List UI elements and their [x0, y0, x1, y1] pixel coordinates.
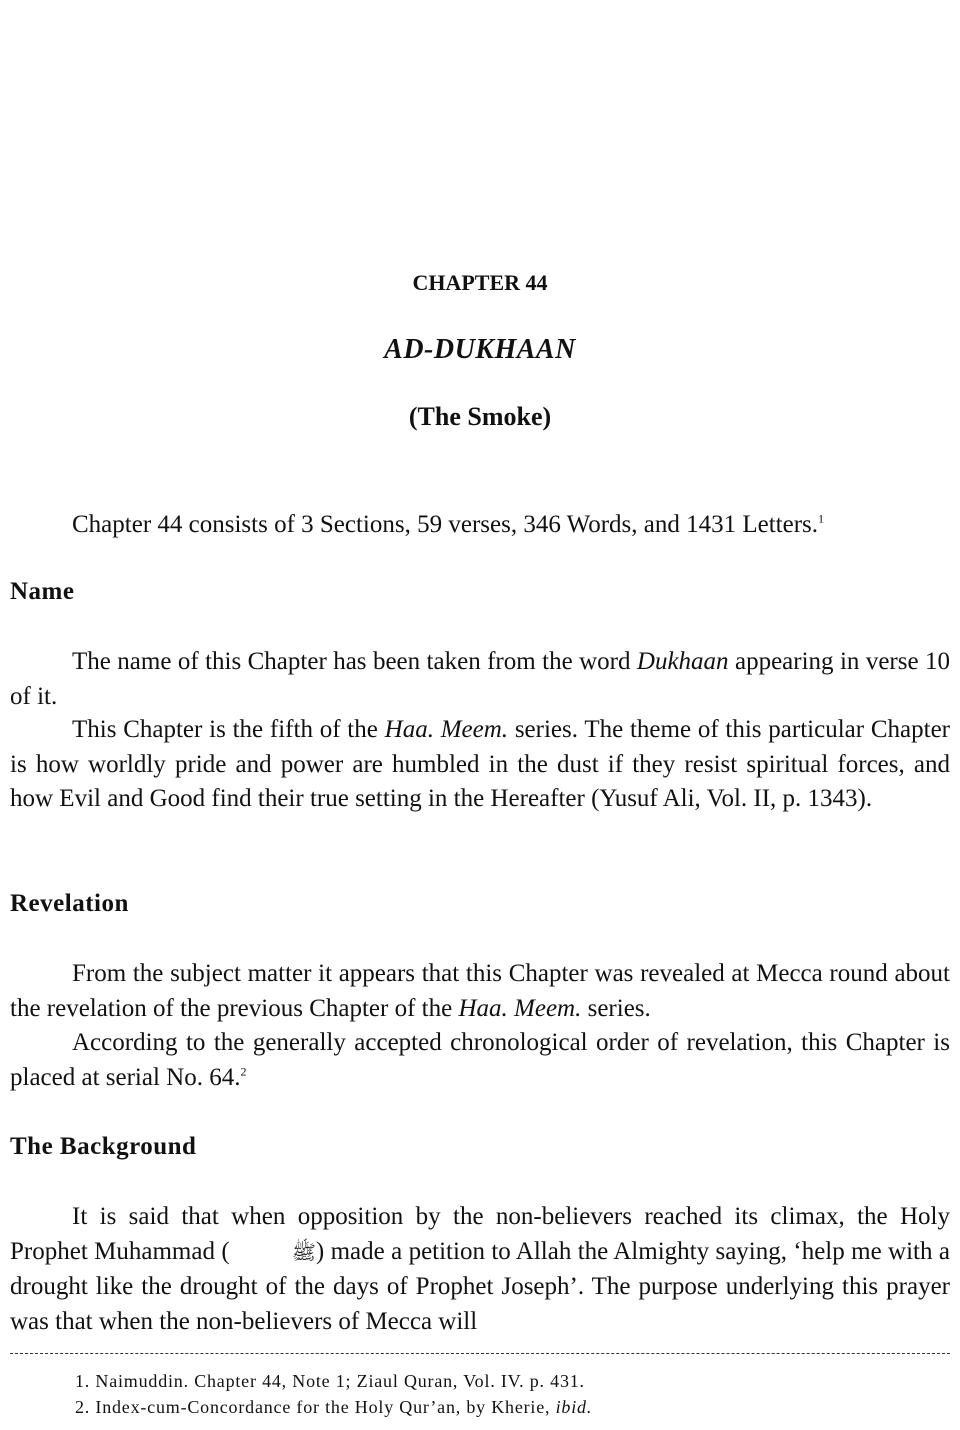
- revelation-p2-text: According to the generally accepted chronological order of revelation, this Chapter is placed at serial No. 64.: [10, 1029, 950, 1091]
- chapter-title: AD-DUKHAAN: [384, 334, 576, 365]
- pbuh-symbol-icon: ﷺ: [291, 1241, 316, 1264]
- name-p1-text-b: appearing in verse 10 of it.: [10, 648, 950, 710]
- name-p1-emphasis: Dukhaan: [636, 648, 729, 675]
- footnote-2-emphasis: ibid.: [555, 1397, 593, 1417]
- name-p2-emphasis: Haa. Meem.: [384, 716, 509, 743]
- footnote-ref-1: 1: [818, 511, 825, 526]
- footnote-2-text: 2. Index-cum-Concordance for the Holy Qur’an, by Kherie,: [75, 1397, 556, 1417]
- footnote-ref-2: 2: [240, 1064, 247, 1079]
- revelation-paragraph-2: [10, 1026, 950, 1095]
- chapter-number: CHAPTER 44: [412, 270, 548, 295]
- name-p2-text-a: This Chapter is the fifth of the: [72, 716, 385, 743]
- name-paragraph-1: [10, 645, 950, 714]
- intro-text: Chapter 44 consists of 3 Sections, 59 verses, 346 Words, and 1431 Letters.: [72, 511, 819, 538]
- footnote-1: 1. Naimuddin. Chapter 44, Note 1; Ziaul Quran, Vol. IV. p. 431.: [75, 1371, 585, 1391]
- background-p1-text-a: It is said that when opposition by the non-believers reached its climax, the Holy Prophet Muhammad (: [10, 1203, 950, 1265]
- footnote-divider: [10, 1353, 950, 1354]
- revelation-paragraph-1: [10, 957, 950, 1026]
- name-p2-text-b: series. The theme of this particular Chapter is how worldly pride and power are humbled in the dust if they resist spiritual forces, and how Evil and Good find their true setting in the Hereafter (Yusuf Ali, Vol. II, p. 1343).: [10, 716, 950, 812]
- heading-revelation: Revelation: [10, 890, 129, 917]
- intro-paragraph: [10, 508, 950, 543]
- revelation-p1-text-a: From the subject matter it appears that this Chapter was revealed at Mecca round about the revelation of the previous Chapter of the: [10, 960, 950, 1022]
- revelation-p1-text-b: series.: [581, 994, 651, 1022]
- background-paragraph-1: [10, 1200, 950, 1339]
- chapter-subtitle: (The Smoke): [408, 402, 552, 431]
- background-p1-text-b: ) made a petition to Allah the Almighty saying, ‘help me with a drought like the drought of the days of Prophet Joseph’. The purpose underlying this prayer was that when the non-believers of Mecca will: [10, 1237, 950, 1335]
- revelation-p1-emphasis: Haa. Meem.: [458, 994, 582, 1022]
- heading-name: Name: [10, 578, 75, 605]
- name-paragraph-2: [10, 713, 950, 817]
- footnote-2: [75, 1397, 935, 1418]
- name-p1-text-a: The name of this Chapter has been taken from the word: [72, 648, 637, 675]
- heading-background: The Background: [10, 1133, 197, 1160]
